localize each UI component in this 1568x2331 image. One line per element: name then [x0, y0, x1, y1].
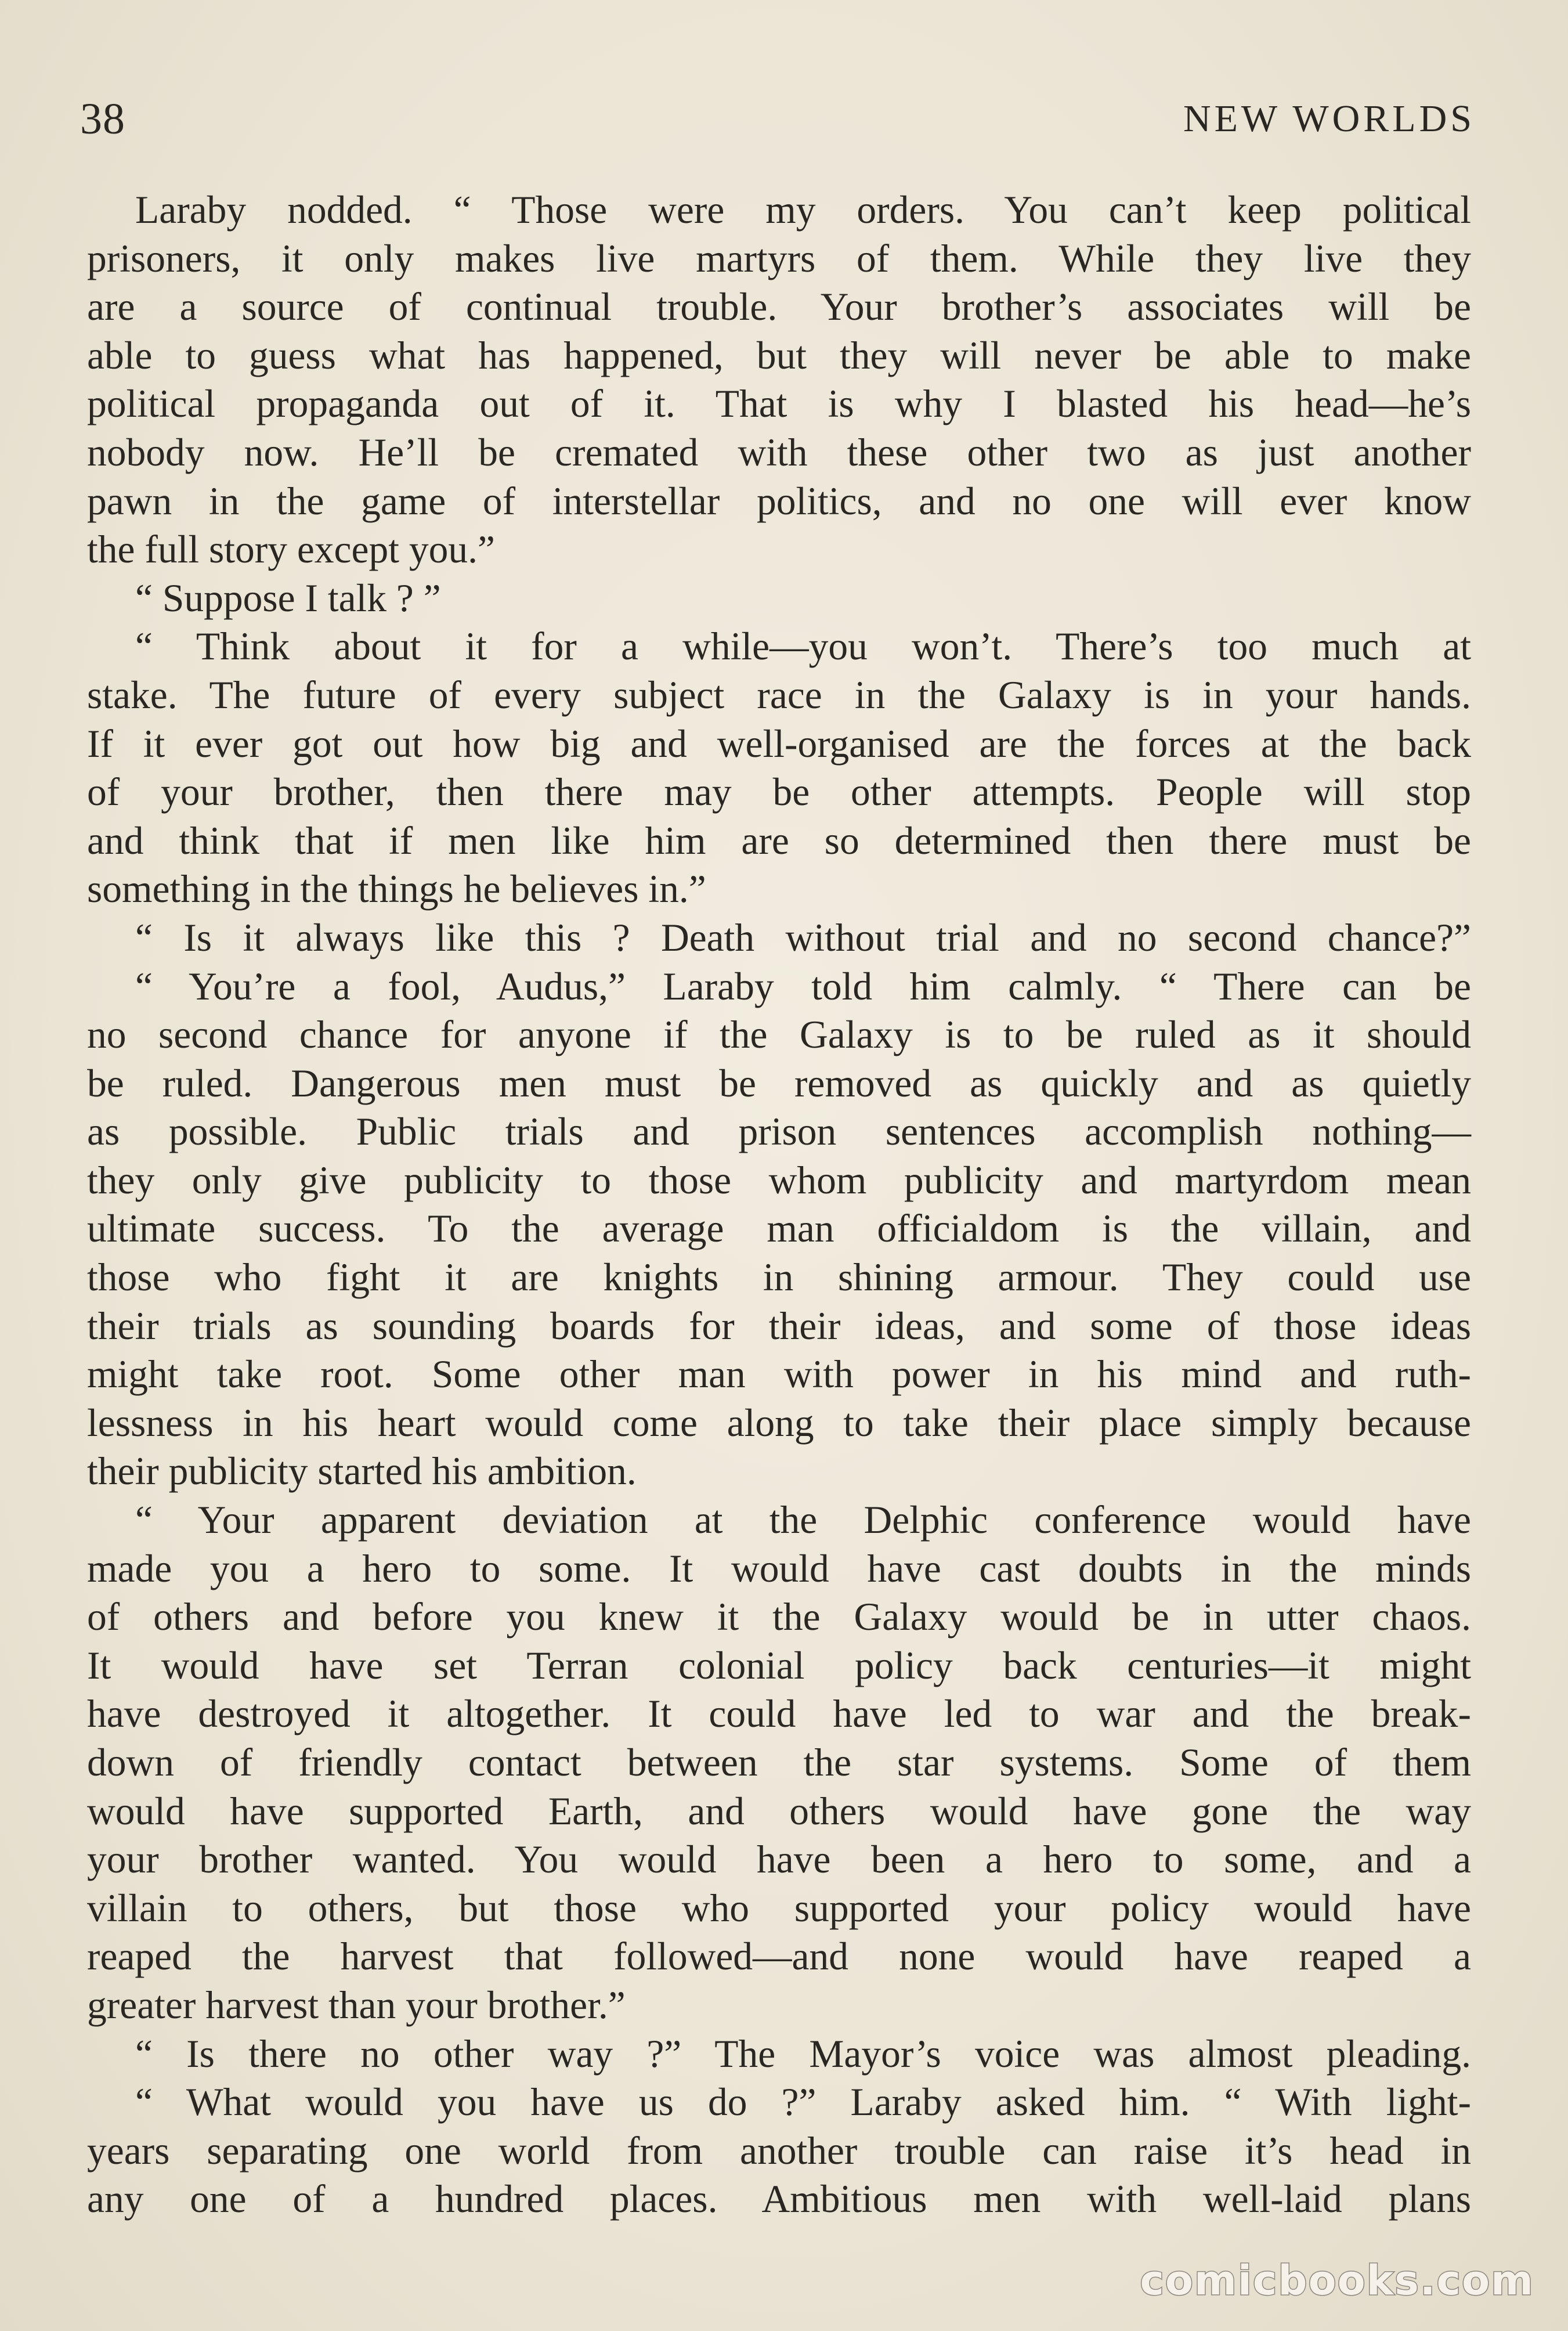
text-line: they only give publicity to those whom publicity and martyrdom mean [87, 1158, 1471, 1202]
text-line: “ What would you have us do ?” Laraby asked him. “ With light- [135, 2080, 1471, 2124]
text-line: the full story except you.” [87, 528, 495, 572]
text-line: lessness in his heart would come along to take their place simply because [87, 1401, 1471, 1445]
text-line: “ Your apparent deviation at the Delphic conference would have [135, 1498, 1471, 1542]
page-number: 38 [80, 95, 125, 143]
text-line: and think that if men like him are so determined then there must be [87, 818, 1471, 863]
text-line: would have supported Earth, and others would have gone the way [87, 1789, 1471, 1833]
text-line: prisoners, it only makes live martyrs of them. While they live they [87, 236, 1471, 280]
text-line: might take root. Some other man with power in his mind and ruth- [87, 1352, 1471, 1397]
text-line: have destroyed it altogether. It could have led to war and the break- [87, 1692, 1471, 1736]
text-line: of others and before you knew it the Galaxy would be in utter chaos. [87, 1595, 1471, 1639]
text-line: as possible. Public trials and prison sentences accomplish nothing— [87, 1110, 1471, 1154]
text-line: pawn in the game of interstellar politics, and no one will ever know [87, 479, 1471, 523]
text-line: It would have set Terran colonial policy back centuries—it might [87, 1643, 1471, 1687]
running-title: NEW WORLDS [1183, 98, 1475, 140]
text-line: made you a hero to some. It would have cast doubts in the minds [87, 1546, 1471, 1590]
text-line: “ Is it always like this ? Death without trial and no second chance?” [135, 915, 1471, 959]
text-line: “ Is there no other way ?” The Mayor’s voice was almost pleading. [135, 2031, 1471, 2076]
text-line: If it ever got out how big and well-organised are the forces at the back [87, 721, 1471, 766]
text-line: “ Think about it for a while—you won’t. There’s too much at [135, 625, 1471, 669]
text-line: greater harvest than your brother.” [87, 1983, 626, 2027]
text-line: ultimate success. To the average man officialdom is the villain, and [87, 1207, 1471, 1251]
text-line: any one of a hundred places. Ambitious men with well-laid plans [87, 2177, 1471, 2221]
body-text [87, 186, 1471, 2224]
text-line: able to guess what has happened, but they will never be able to make [87, 333, 1471, 377]
text-line: something in the things he believes in.” [87, 867, 706, 911]
text-line: their trials as sounding boards for their ideas, and some of those ideas [87, 1304, 1471, 1348]
text-line: their publicity started his ambition. [87, 1449, 637, 1493]
watermark: comicbooks.com [1140, 2257, 1534, 2304]
text-line: nobody now. He’ll be cremated with these other two as just another [87, 430, 1471, 474]
text-line: of your brother, then there may be other attempts. People will stop [87, 770, 1471, 814]
text-line: villain to others, but those who supported your policy would have [87, 1886, 1471, 1930]
text-line: years separating one world from another trouble can raise it’s head in [87, 2128, 1471, 2173]
text-line: reaped the harvest that followed—and none would have reaped a [87, 1935, 1471, 1979]
text-line: political propaganda out of it. That is why I blasted his head—he’s [87, 382, 1471, 426]
text-line: no second chance for anyone if the Galaxy is to be ruled as it should [87, 1013, 1471, 1057]
text-line: “ Suppose I talk ? ” [135, 576, 441, 620]
text-line: be ruled. Dangerous men must be removed as quickly and as quietly [87, 1061, 1471, 1105]
text-line: down of friendly contact between the star systems. Some of them [87, 1741, 1471, 1784]
text-line: “ You’re a fool, Audus,” Laraby told him calmly. “ There can be [135, 964, 1471, 1008]
text-line: your brother wanted. You would have been a hero to some, and a [87, 1838, 1471, 1882]
text-line: those who fight it are knights in shining armour. They could use [87, 1255, 1471, 1300]
text-line: Laraby nodded. “ Those were my orders. You can’t keep political [135, 188, 1471, 232]
page-header [80, 87, 1475, 151]
text-line: stake. The future of every subject race in the Galaxy is in your hands. [87, 673, 1471, 717]
text-line: are a source of continual trouble. Your brother’s associates will be [87, 285, 1471, 329]
